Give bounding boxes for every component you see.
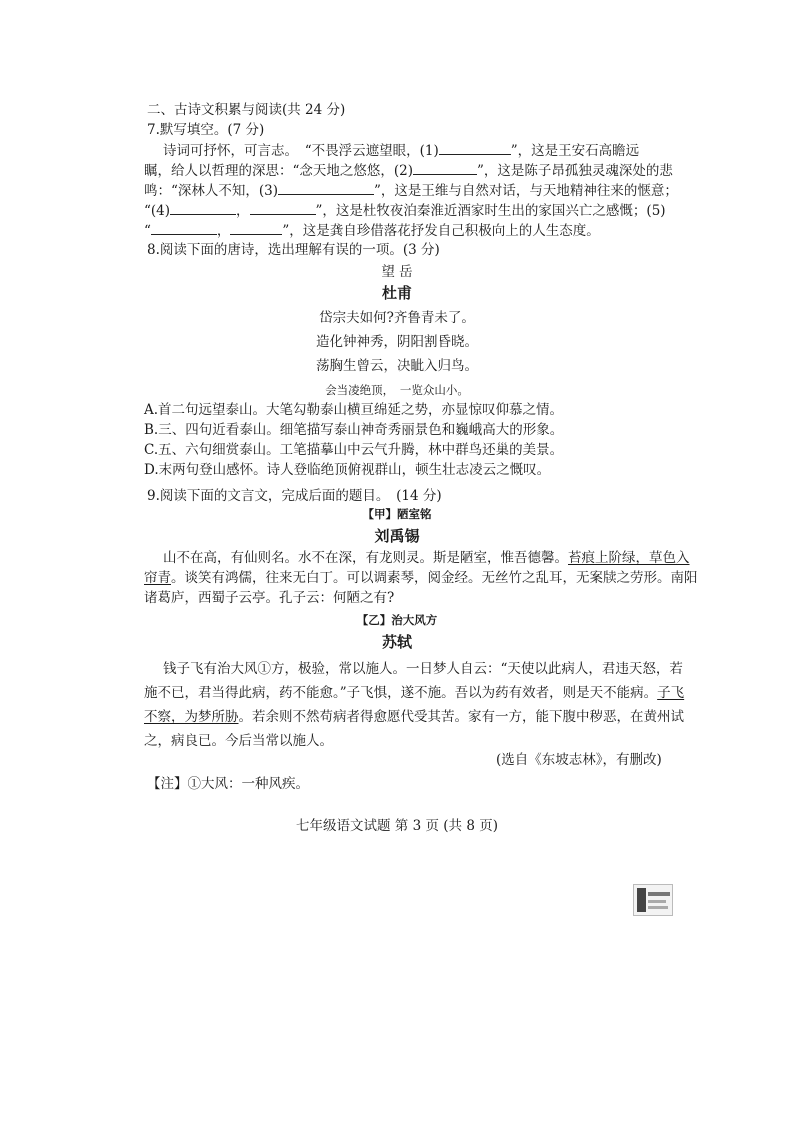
yi-line-1: 钱子飞有治大风①方，极验，常以施人。一日梦人自云：“天使以此病人，君违天怒，若 xyxy=(163,661,683,677)
passage-yi-label: 【乙】治大风方 xyxy=(356,613,438,627)
q7-line-5: “ ， ”，这是龚自珍借落花抒发自己积极向上的人生态度。 xyxy=(144,223,600,239)
page-footer: 七年级语文试题 第 3 页 (共 8 页) xyxy=(296,818,498,834)
q7-line-4: “(4) ， ”，这是杜牧夜泊秦淮近酒家时生出的家国兴亡之感慨；(5) xyxy=(144,203,666,219)
annotation-note: 【注】①大风：一种风疾。 xyxy=(147,776,309,792)
q7-line-2: 瞩，给人以哲理的深思：“念天地之悠悠，(2) ”，这是陈子昂孤独灵魂深处的悲 xyxy=(144,163,673,179)
blank-4b[interactable] xyxy=(250,201,316,215)
jia-line-3: 诸葛庐，西蜀子云亭。孔子云：何陋之有? xyxy=(144,590,395,606)
jia-underlined-2: 帘青 xyxy=(144,570,171,586)
blank-4a[interactable] xyxy=(170,201,236,215)
jia-underlined-1: 苔痕上阶绿，草色入 xyxy=(568,550,690,566)
poem-line-2: 造化钟神秀，阴阳割昏晓。 xyxy=(316,334,478,350)
yi-underlined-2: 不察，为梦所胁 xyxy=(144,709,239,725)
poem-line-1: 岱宗夫如何?齐鲁青未了。 xyxy=(319,310,475,326)
poet-name: 杜甫 xyxy=(381,284,412,302)
poem-line-4: 会当凌绝顶， 一览众山小。 xyxy=(325,383,469,397)
option-b[interactable]: B.三、四句近看泰山。细笔描写泰山神奇秀丽景色和巍峨高大的形象。 xyxy=(144,422,564,438)
passage-yi-author: 苏轼 xyxy=(381,633,412,651)
qr-code-icon xyxy=(633,884,673,916)
blank-2[interactable] xyxy=(413,161,477,175)
section-heading: 二、古诗文积累与阅读(共 24 分) xyxy=(147,102,346,118)
blank-1[interactable] xyxy=(439,141,511,155)
yi-source: (选自《东坡志林》，有删改) xyxy=(496,752,662,768)
yi-line-4: 之，病良已。今后当常以施人。 xyxy=(144,733,333,749)
passage-jia-author: 刘禹锡 xyxy=(374,527,420,545)
jia-line-2: 帘青。谈笑有鸿儒，往来无白丁。可以调素琴，阅金经。无丝竹之乱耳，无案牍之劳形。南阳 xyxy=(144,570,698,586)
option-a[interactable]: A.首二句远望泰山。大笔勾勒泰山横亘绵延之势，亦显惊叹仰慕之情。 xyxy=(144,402,564,418)
blank-5b[interactable] xyxy=(230,221,282,235)
poem-line-3: 荡胸生曾云，决眦入归鸟。 xyxy=(316,358,478,374)
yi-underlined-1: 子飞 xyxy=(657,685,685,701)
jia-line-1: 山不在高，有仙则名。水不在深，有龙则灵。斯是陋室，惟吾德馨。苔痕上阶绿，草色入 xyxy=(163,550,690,566)
yi-line-2: 施不已，君当得此病，药不能愈。”子飞惧，遂不施。吾以为药有效者，则是天不能病。子飞 xyxy=(144,685,685,701)
q7-line-1: 诗词可抒怀，可言志。 “不畏浮云遮望眼，(1) ”，这是王安石高瞻远 xyxy=(163,143,640,159)
blank-3[interactable] xyxy=(278,181,374,195)
blank-5a[interactable] xyxy=(151,221,217,235)
passage-jia-label: 【甲】陋室铭 xyxy=(362,507,432,521)
q8-stem: 8.阅读下面的唐诗，选出理解有误的一项。(3 分) xyxy=(147,242,440,258)
option-d[interactable]: D.末两句登山感怀。诗人登临绝顶俯视群山，顿生壮志凌云之慨叹。 xyxy=(144,462,551,478)
q7-stem: 7.默写填空。(7 分) xyxy=(147,122,265,138)
q9-stem: 9.阅读下面的文言文，完成后面的题目。 (14 分) xyxy=(147,488,442,504)
yi-line-3: 不察，为梦所胁。若余则不然苟病者得愈愿代受其苦。家有一方，能下腹中秽恶，在黄州试 xyxy=(144,709,684,725)
q7-line-3: 鸣：“深林人不知，(3) ”，这是王维与自然对话，与天地精神往来的惬意； xyxy=(144,183,678,199)
poem-title: 望 岳 xyxy=(381,264,413,280)
option-c[interactable]: C.五、六句细赏泰山。工笔描摹山中云气升腾，林中群鸟还巢的美景。 xyxy=(144,442,564,458)
